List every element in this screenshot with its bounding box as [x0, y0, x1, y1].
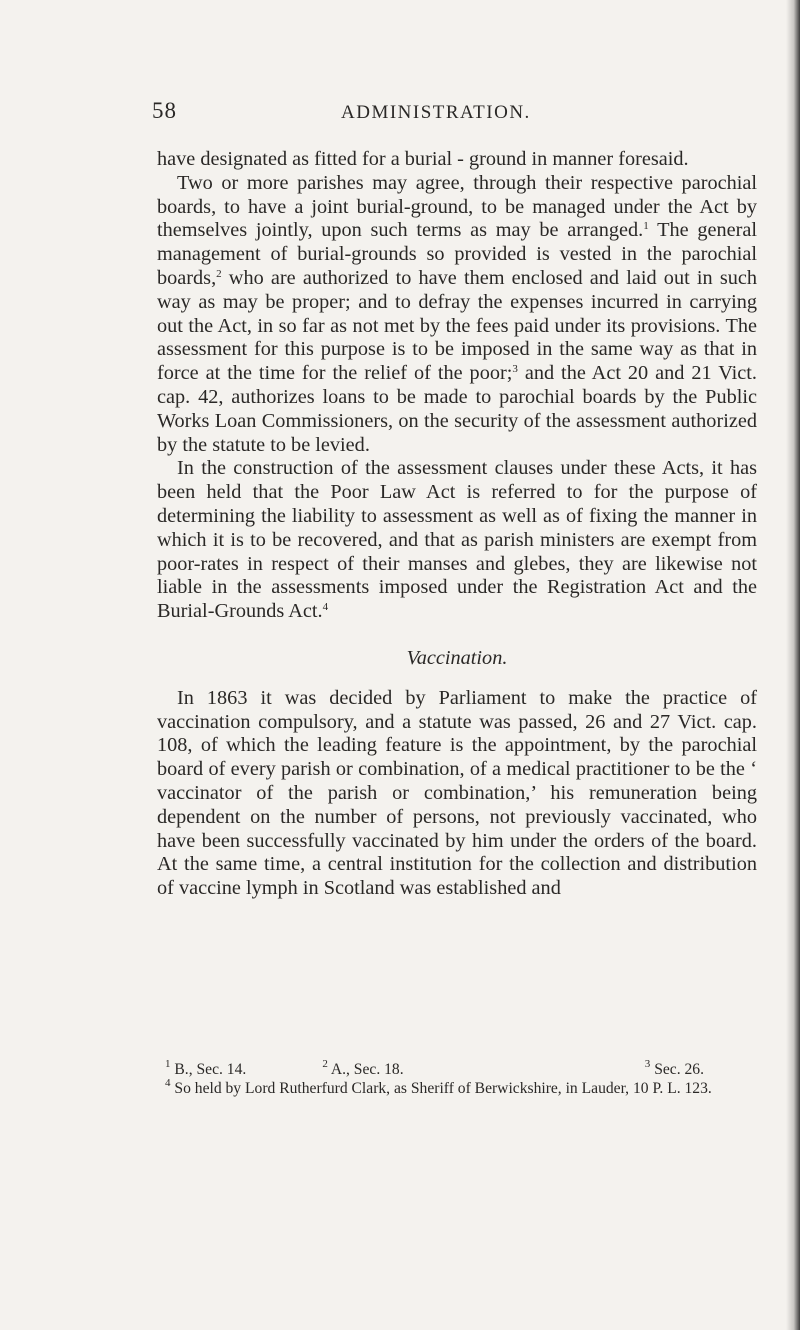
footnote-mark-3: 3: [644, 1058, 651, 1070]
footnotes: [157, 1060, 759, 1098]
page-edge-shadow: [786, 0, 800, 1330]
footnote-ref-3: 3: [512, 363, 518, 376]
footnote-3: [645, 1060, 704, 1079]
paragraph-assessment-clauses: [157, 457, 757, 624]
paragraph-joint-burial-grounds: [157, 172, 757, 458]
footnote-2: [322, 1060, 403, 1079]
footnote-text-2: A., Sec. 18.: [327, 1061, 404, 1078]
footnote-1: [165, 1060, 246, 1079]
footnote-4: [157, 1079, 759, 1098]
page-header: [152, 98, 757, 128]
body-text: [157, 148, 757, 901]
page-number: 58: [152, 98, 177, 123]
footnote-mark-1: 1: [165, 1058, 171, 1070]
paragraph-burial-ground-continued: have designated as fitted for a burial - ground in manner foresaid.: [157, 148, 689, 170]
footnote-mark-2: 2: [322, 1058, 328, 1070]
text-span: In the construction of the assessment clauses under these Acts, it has been held that the Poor Law Act is referred to for the purpose of determining the liability to assessment as well as of fixing the manner in which it is to be recovered, and that as parish ministers are exempt from poor-rates in respect of their manses and glebes, they are likewise not liable in the assessments imposed under the Registration Act and the Burial-Grounds Act.: [157, 457, 757, 623]
running-head: ADMINISTRATION.: [341, 102, 531, 123]
footnote-mark-4: 4: [165, 1077, 171, 1089]
paragraph-vaccination: In 1863 it was decided by Parliament to make the practice of vaccination compulsory, and a statute was passed, 26 and 27 Vict. cap. 108, of which the leading feature is the appointment, by the parochial board of every parish or combination, of a medical practitioner to be the ‘ vaccinator of the parish or combination,’ his remuneration being dependent on the number of persons, not previously vaccinated, who have been successfully vaccinated by him under the orders of the board. At the same time, a central institution for the collection and distribution of vaccine lymph in Scotland was established and: [157, 686, 757, 900]
footnote-text-1: B., Sec. 14.: [170, 1061, 247, 1078]
text-span: The general management of burial-grounds so provided is vested in the parochial boards,: [157, 219, 758, 289]
footnote-text-3: Sec. 26.: [650, 1061, 704, 1078]
footnote-text-4: So held by Lord Rutherfurd Clark, as Sheriff of Berwickshire, in Lauder, 10 P. L. 123.: [170, 1080, 712, 1097]
text-span: who are authorized to have them enclosed and laid out in such way as may be proper; and to defray the expenses incurred in carrying out the Act, in so far as not met by the fees paid under its provisions. The assessment for this purpose is to be imposed in the same way as that in force at the time for the relief of the poor;: [157, 266, 757, 385]
text-span: Two or more parishes may agree, through their respective parochial boards, to have a joint burial-ground, to be managed under the Act by themselves jointly, upon such terms as may be arranged.: [157, 171, 757, 242]
spacer: [404, 1060, 645, 1079]
text-span: and the Act 20 and 21 Vict. cap. 42, authorizes loans to be made to parochial boards by the Public Works Loan Commissioners, on the security of the assessment authorized by the statute to be levied.: [157, 362, 758, 456]
section-heading-vaccination: Vaccination.: [406, 646, 508, 669]
footnote-ref-4: 4: [322, 601, 329, 614]
footnote-row-1-3: [157, 1060, 759, 1079]
footnote-ref-2: 2: [216, 267, 222, 280]
footnote-ref-1: 1: [643, 220, 649, 233]
